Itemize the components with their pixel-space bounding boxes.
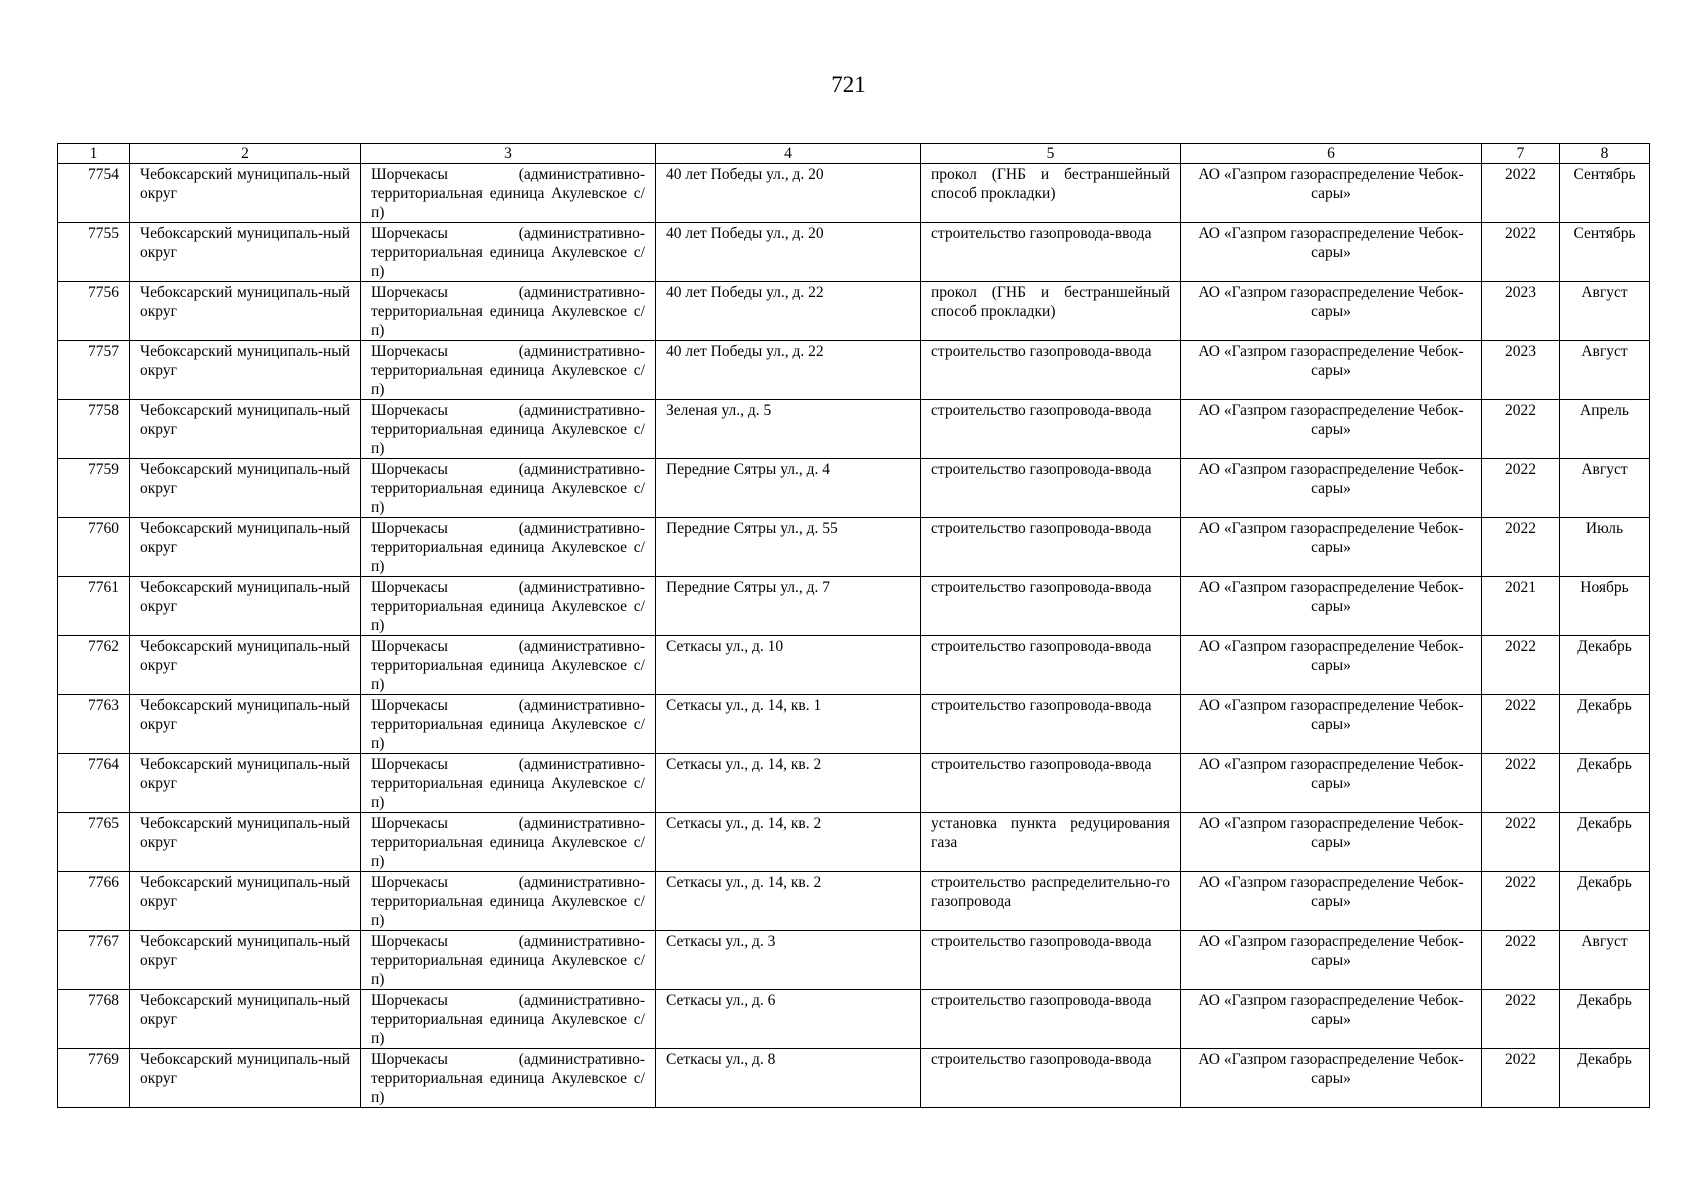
table-row (58, 164, 1650, 223)
district-cell: Чебоксарский муниципаль-ный округ (130, 931, 361, 990)
column-header: 1 (58, 144, 130, 164)
year-cell: 2022 (1482, 754, 1560, 813)
row-number: 7763 (58, 695, 130, 754)
table-row (58, 990, 1650, 1049)
district-cell: Чебоксарский муниципаль-ный округ (130, 164, 361, 223)
address-cell: Сеткасы ул., д. 6 (656, 990, 921, 1049)
district-cell: Чебоксарский муниципаль-ный округ (130, 341, 361, 400)
row-number: 7764 (58, 754, 130, 813)
address-cell: 40 лет Победы ул., д. 20 (656, 223, 921, 282)
organization-cell: АО «Газпром газораспределение Чебок-сары» (1181, 341, 1482, 400)
column-number-row (58, 144, 1650, 164)
organization-cell: АО «Газпром газораспределение Чебок-сары» (1181, 459, 1482, 518)
work-type-cell: строительство газопровода-ввода (921, 990, 1181, 1049)
table-row (58, 931, 1650, 990)
year-cell: 2022 (1482, 223, 1560, 282)
table-row (58, 872, 1650, 931)
settlement-cell: Шорчекасы (административно-территориальная единица Акулевское с/п) (361, 459, 656, 518)
address-cell: Передние Сятры ул., д. 55 (656, 518, 921, 577)
settlement-cell: Шорчекасы (административно-территориальная единица Акулевское с/п) (361, 872, 656, 931)
work-type-cell: строительство газопровода-ввода (921, 400, 1181, 459)
district-cell: Чебоксарский муниципаль-ный округ (130, 518, 361, 577)
year-cell: 2022 (1482, 164, 1560, 223)
page-number: 721 (831, 72, 866, 97)
month-cell: Ноябрь (1560, 577, 1650, 636)
row-number: 7769 (58, 1049, 130, 1108)
address-cell: Зеленая ул., д. 5 (656, 400, 921, 459)
organization-cell: АО «Газпром газораспределение Чебок-сары» (1181, 813, 1482, 872)
address-cell: Сеткасы ул., д. 3 (656, 931, 921, 990)
settlement-cell: Шорчекасы (административно-территориальная единица Акулевское с/п) (361, 518, 656, 577)
district-cell: Чебоксарский муниципаль-ный округ (130, 990, 361, 1049)
row-number: 7758 (58, 400, 130, 459)
work-type-cell: строительство газопровода-ввода (921, 754, 1181, 813)
address-cell: Передние Сятры ул., д. 7 (656, 577, 921, 636)
organization-cell: АО «Газпром газораспределение Чебок-сары» (1181, 695, 1482, 754)
year-cell: 2022 (1482, 931, 1560, 990)
settlement-cell: Шорчекасы (административно-территориальная единица Акулевское с/п) (361, 754, 656, 813)
settlement-cell: Шорчекасы (административно-территориальная единица Акулевское с/п) (361, 1049, 656, 1108)
address-cell: Сеткасы ул., д. 14, кв. 2 (656, 754, 921, 813)
work-type-cell: строительство газопровода-ввода (921, 459, 1181, 518)
year-cell: 2022 (1482, 872, 1560, 931)
district-cell: Чебоксарский муниципаль-ный округ (130, 636, 361, 695)
settlement-cell: Шорчекасы (административно-территориальная единица Акулевское с/п) (361, 636, 656, 695)
year-cell: 2023 (1482, 282, 1560, 341)
month-cell: Август (1560, 931, 1650, 990)
row-number: 7760 (58, 518, 130, 577)
year-cell: 2022 (1482, 400, 1560, 459)
table-row (58, 341, 1650, 400)
row-number: 7754 (58, 164, 130, 223)
settlement-cell: Шорчекасы (административно-территориальная единица Акулевское с/п) (361, 990, 656, 1049)
column-header: 8 (1560, 144, 1650, 164)
month-cell: Декабрь (1560, 695, 1650, 754)
table-row (58, 459, 1650, 518)
work-type-cell: строительство газопровода-ввода (921, 636, 1181, 695)
month-cell: Август (1560, 282, 1650, 341)
work-type-cell: установка пункта редуцирования газа (921, 813, 1181, 872)
table-row (58, 518, 1650, 577)
row-number: 7762 (58, 636, 130, 695)
column-header: 5 (921, 144, 1181, 164)
table-row (58, 813, 1650, 872)
settlement-cell: Шорчекасы (административно-территориальная единица Акулевское с/п) (361, 223, 656, 282)
table-row (58, 577, 1650, 636)
work-type-cell: строительство газопровода-ввода (921, 931, 1181, 990)
month-cell: Декабрь (1560, 872, 1650, 931)
work-type-cell: строительство распределительно-го газопровода (921, 872, 1181, 931)
district-cell: Чебоксарский муниципаль-ный округ (130, 1049, 361, 1108)
column-header: 2 (130, 144, 361, 164)
table-row (58, 636, 1650, 695)
district-cell: Чебоксарский муниципаль-ный округ (130, 577, 361, 636)
month-cell: Апрель (1560, 400, 1650, 459)
row-number: 7759 (58, 459, 130, 518)
work-type-cell: строительство газопровода-ввода (921, 577, 1181, 636)
table-row (58, 754, 1650, 813)
work-type-cell: строительство газопровода-ввода (921, 695, 1181, 754)
district-cell: Чебоксарский муниципаль-ный округ (130, 400, 361, 459)
settlement-cell: Шорчекасы (административно-территориальная единица Акулевское с/п) (361, 282, 656, 341)
address-cell: Сеткасы ул., д. 14, кв. 2 (656, 813, 921, 872)
month-cell: Август (1560, 341, 1650, 400)
district-cell: Чебоксарский муниципаль-ный округ (130, 872, 361, 931)
settlement-cell: Шорчекасы (административно-территориальная единица Акулевское с/п) (361, 813, 656, 872)
settlement-cell: Шорчекасы (административно-территориальная единица Акулевское с/п) (361, 341, 656, 400)
organization-cell: АО «Газпром газораспределение Чебок-сары» (1181, 223, 1482, 282)
column-header: 4 (656, 144, 921, 164)
address-cell: 40 лет Победы ул., д. 22 (656, 341, 921, 400)
row-number: 7761 (58, 577, 130, 636)
organization-cell: АО «Газпром газораспределение Чебок-сары» (1181, 636, 1482, 695)
month-cell: Август (1560, 459, 1650, 518)
settlement-cell: Шорчекасы (административно-территориальная единица Акулевское с/п) (361, 577, 656, 636)
work-type-cell: строительство газопровода-ввода (921, 1049, 1181, 1108)
organization-cell: АО «Газпром газораспределение Чебок-сары» (1181, 1049, 1482, 1108)
year-cell: 2022 (1482, 990, 1560, 1049)
organization-cell: АО «Газпром газораспределение Чебок-сары» (1181, 282, 1482, 341)
row-number: 7766 (58, 872, 130, 931)
row-number: 7765 (58, 813, 130, 872)
column-header: 6 (1181, 144, 1482, 164)
organization-cell: АО «Газпром газораспределение Чебок-сары» (1181, 872, 1482, 931)
table-row (58, 223, 1650, 282)
column-header: 7 (1482, 144, 1560, 164)
month-cell: Декабрь (1560, 1049, 1650, 1108)
row-number: 7756 (58, 282, 130, 341)
work-type-cell: строительство газопровода-ввода (921, 341, 1181, 400)
address-cell: 40 лет Победы ул., д. 20 (656, 164, 921, 223)
address-cell: Передние Сятры ул., д. 4 (656, 459, 921, 518)
address-cell: Сеткасы ул., д. 14, кв. 2 (656, 872, 921, 931)
settlement-cell: Шорчекасы (административно-территориальная единица Акулевское с/п) (361, 164, 656, 223)
table-row (58, 400, 1650, 459)
district-cell: Чебоксарский муниципаль-ный округ (130, 223, 361, 282)
address-cell: Сеткасы ул., д. 10 (656, 636, 921, 695)
table-row (58, 282, 1650, 341)
settlement-cell: Шорчекасы (административно-территориальная единица Акулевское с/п) (361, 400, 656, 459)
district-cell: Чебоксарский муниципаль-ный округ (130, 813, 361, 872)
month-cell: Июль (1560, 518, 1650, 577)
work-type-cell: строительство газопровода-ввода (921, 223, 1181, 282)
table-row (58, 1049, 1650, 1108)
month-cell: Декабрь (1560, 754, 1650, 813)
year-cell: 2022 (1482, 459, 1560, 518)
year-cell: 2022 (1482, 813, 1560, 872)
district-cell: Чебоксарский муниципаль-ный округ (130, 459, 361, 518)
organization-cell: АО «Газпром газораспределение Чебок-сары» (1181, 577, 1482, 636)
month-cell: Сентябрь (1560, 223, 1650, 282)
year-cell: 2022 (1482, 636, 1560, 695)
year-cell: 2021 (1482, 577, 1560, 636)
row-number: 7767 (58, 931, 130, 990)
district-cell: Чебоксарский муниципаль-ный округ (130, 695, 361, 754)
row-number: 7755 (58, 223, 130, 282)
year-cell: 2022 (1482, 518, 1560, 577)
settlement-cell: Шорчекасы (административно-территориальная единица Акулевское с/п) (361, 695, 656, 754)
address-cell: Сеткасы ул., д. 14, кв. 1 (656, 695, 921, 754)
year-cell: 2022 (1482, 1049, 1560, 1108)
address-cell: 40 лет Победы ул., д. 22 (656, 282, 921, 341)
year-cell: 2023 (1482, 341, 1560, 400)
organization-cell: АО «Газпром газораспределение Чебок-сары» (1181, 931, 1482, 990)
year-cell: 2022 (1482, 695, 1560, 754)
district-cell: Чебоксарский муниципаль-ный округ (130, 754, 361, 813)
address-cell: Сеткасы ул., д. 8 (656, 1049, 921, 1108)
work-type-cell: строительство газопровода-ввода (921, 518, 1181, 577)
organization-cell: АО «Газпром газораспределение Чебок-сары» (1181, 400, 1482, 459)
register-table (57, 143, 1650, 1108)
month-cell: Декабрь (1560, 990, 1650, 1049)
work-type-cell: прокол (ГНБ и бестраншейный способ прокладки) (921, 164, 1181, 223)
row-number: 7757 (58, 341, 130, 400)
district-cell: Чебоксарский муниципаль-ный округ (130, 282, 361, 341)
row-number: 7768 (58, 990, 130, 1049)
organization-cell: АО «Газпром газораспределение Чебок-сары» (1181, 164, 1482, 223)
month-cell: Декабрь (1560, 636, 1650, 695)
column-header: 3 (361, 144, 656, 164)
organization-cell: АО «Газпром газораспределение Чебок-сары» (1181, 990, 1482, 1049)
month-cell: Декабрь (1560, 813, 1650, 872)
work-type-cell: прокол (ГНБ и бестраншейный способ прокладки) (921, 282, 1181, 341)
month-cell: Сентябрь (1560, 164, 1650, 223)
settlement-cell: Шорчекасы (административно-территориальная единица Акулевское с/п) (361, 931, 656, 990)
organization-cell: АО «Газпром газораспределение Чебок-сары» (1181, 518, 1482, 577)
table-row (58, 695, 1650, 754)
organization-cell: АО «Газпром газораспределение Чебок-сары» (1181, 754, 1482, 813)
